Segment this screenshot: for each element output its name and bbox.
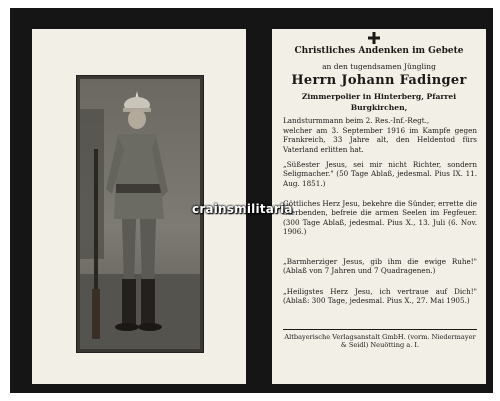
soldier-illustration [80,79,200,349]
text-panel [272,29,486,384]
prayer-1: „Süßester Jesus, sei mir nicht Richter, sondern Seligmacher." (50 Tage Ablaß, jedesmal. Pius IX. 11. Aug. 1851.) [283,160,477,188]
death-text: welcher am 3. September 1916 im Kampfe gegen Frankreich, 33 Jahre alt, den Heldentod fürs Vaterland erlitten hat. [283,126,477,154]
deceased-name: Herrn Johann Fadinger [291,73,467,88]
prayer-2: Göttliches Herz Jesu, bekehre die Sünder, errette die Sterbenden, befreie die armen Seelen im Fegfeuer. (300 Tage Ablaß, jedesmal. Pius X., 13. Juli (6. Nov. 1906.) [283,199,477,237]
prayer-4: „Heiligstes Herz Jesu, ich vertraue auf Dich!" (Ablaß: 300 Tage, jedesmal. Pius X., 27. Mai 1905.) [283,287,477,306]
parish: Burgkirchen, [350,103,408,112]
card-heading: Christliches Andenken im Gebete [294,46,464,56]
occupation: Zimmerpolier in Hinterberg, Pfarrei [301,92,457,101]
rank-unit [283,116,477,125]
memorial-card [10,8,493,393]
cross-icon [368,32,380,44]
prayer-3: „Barmherziger Jesus, gib ihm die ewige Ruhe!" (Ablaß von 7 Jahren und 7 Quadragenen.) [283,257,477,276]
rank-unit-text: Landsturmmann beim 2. Res.-Inf.-Regt., [283,116,430,125]
card-intro: an den tugendsamen Jüngling [322,62,436,71]
printer-imprint: Altbayerische Verlagsanstalt GmbH. (vorm. Niedermayer & Seidl) Neuötting a. I. [284,333,476,350]
divider [283,329,477,330]
soldier-photo [76,75,204,353]
watermark: crainsmilitaria [192,202,293,216]
